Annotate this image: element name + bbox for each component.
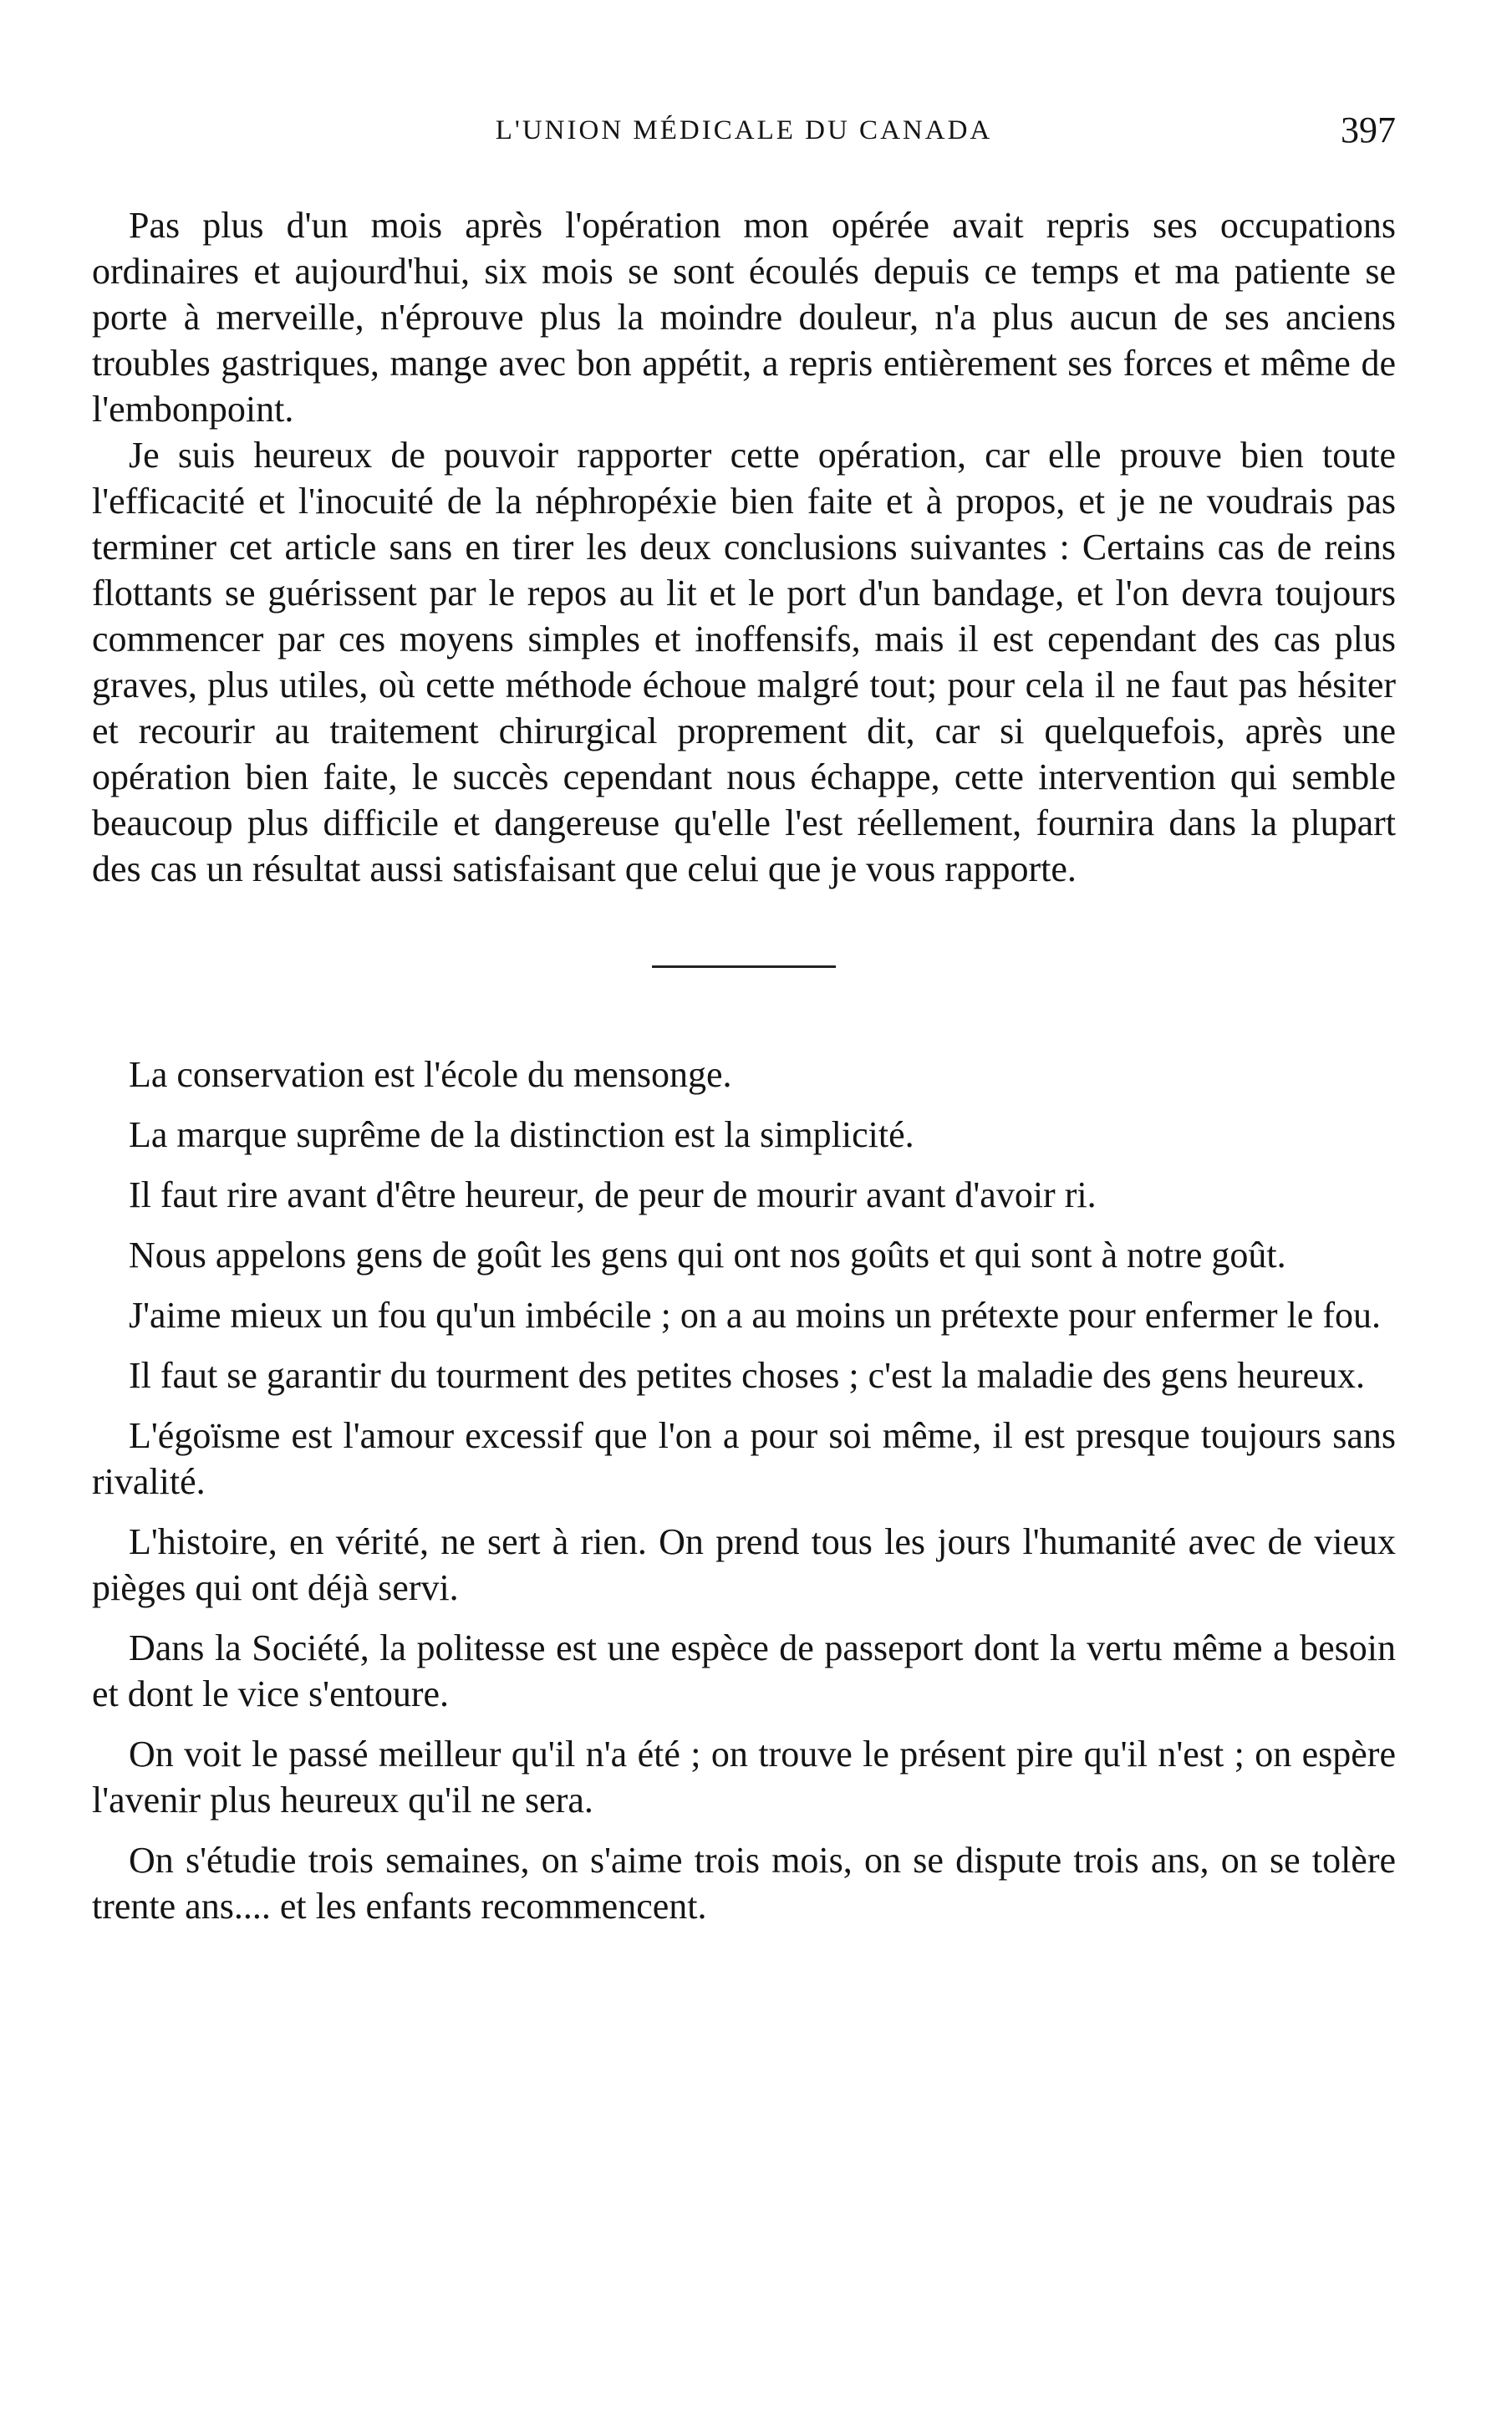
maxim: On voit le passé meilleur qu'il n'a été ; on trouve le présent pire qu'il n'est ; on espère l'avenir plus heureux qu'il ne sera.: [92, 1734, 1396, 1821]
maxim: Nous appelons gens de goût les gens qui ont nos goûts et qui sont à notre goût.: [129, 1235, 1286, 1276]
section-divider: [652, 965, 836, 968]
maxim: Il faut rire avant d'être heureur, de peur de mourir avant d'avoir ri.: [129, 1174, 1097, 1215]
document-page: [92, 109, 1396, 1943]
running-header: [92, 109, 1396, 159]
maxim: Il faut se garantir du tourment des petites choses ; c'est la maladie des gens heureux.: [129, 1355, 1366, 1396]
maxim: On s'étudie trois semaines, on s'aime trois mois, on se dispute trois ans, on se tolère trente ans.... et les enfants recommencent.: [92, 1840, 1396, 1927]
maxim: L'histoire, en vérité, ne sert à rien. On prend tous les jours l'humanité avec de vieux pièges qui ont déjà servi.: [92, 1521, 1396, 1608]
article-body: [92, 202, 1396, 892]
journal-title: L'UNION MÉDICALE DU CANADA: [495, 115, 993, 145]
maxim: Dans la Société, la politesse est une espèce de passeport dont la vertu même a besoin et dont le vice s'entoure.: [92, 1627, 1396, 1714]
maxims-list: [92, 1052, 1396, 1929]
article-paragraph: Pas plus d'un mois après l'opération mon opérée avait repris ses occupations ordinaires et aujourd'hui, six mois se sont écoulés depuis ce temps et ma patiente se porte à merveille, n'éprouve plus la moindre douleur, n'a plus aucun de ses anciens troubles gastriques, mange avec bon appétit, a repris entièrement ses forces et même de l'embonpoint.: [92, 205, 1396, 430]
maxim: La conservation est l'école du mensonge.: [129, 1054, 732, 1095]
maxim: L'égoïsme est l'amour excessif que l'on a pour soi même, il est presque toujours sans rivalité.: [92, 1415, 1396, 1502]
maxim: J'aime mieux un fou qu'un imbécile ; on a au moins un prétexte pour enfermer le fou.: [129, 1295, 1381, 1336]
page-number: 397: [1341, 109, 1396, 150]
maxim: La marque suprême de la distinction est la simplicité.: [129, 1114, 914, 1155]
article-paragraph: Je suis heureux de pouvoir rapporter cette opération, car elle prouve bien toute l'efficacité et l'inocuité de la néphropéxie bien faite et à propos, et je ne voudrais pas terminer cet article sans en tirer les deux conclusions suivantes : Certains cas de reins flottants se guérissent par le repos au lit et le port d'un bandage, et l'on devra toujours commencer par ces moyens simples et inoffensifs, mais il est cependant des cas plus graves, plus utiles, où cette méthode échoue malgré tout; pour cela il ne faut pas hésiter et recourir au traitement chirurgical proprement dit, car si quelquefois, après une opération bien faite, le succès cependant nous échappe, cette intervention qui semble beaucoup plus difficile et dangereuse qu'elle l'est réellement, fournira dans la plupart des cas un résultat aussi satisfaisant que celui que je vous rapporte.: [92, 435, 1396, 889]
